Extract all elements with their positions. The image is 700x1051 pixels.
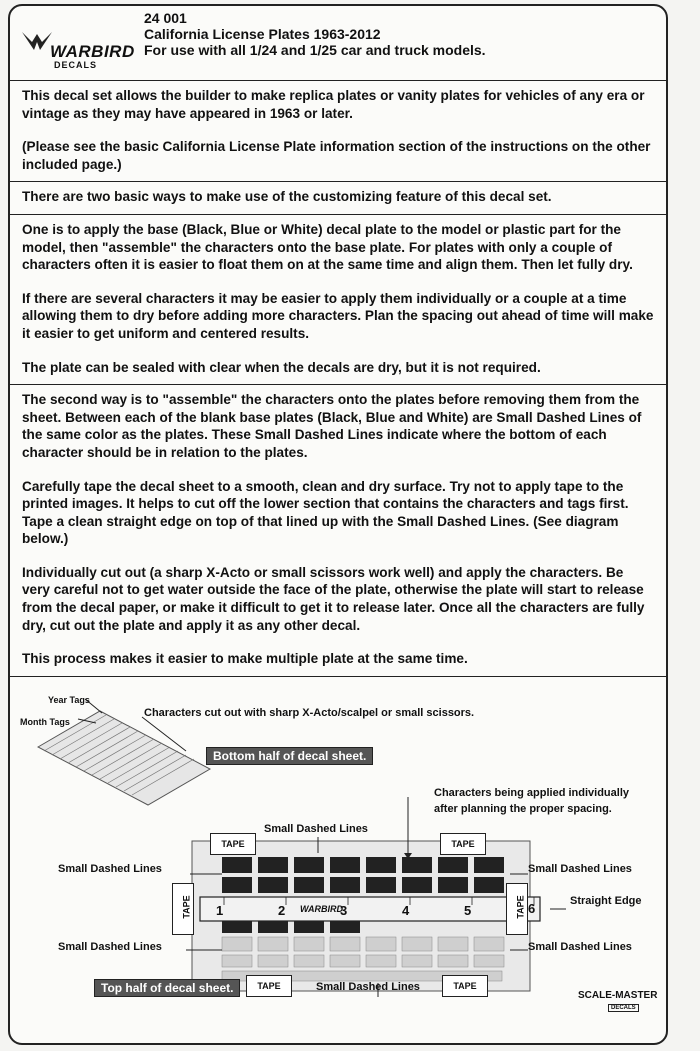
section-intro	[10, 80, 666, 181]
ruler-brand: WARBIRD	[300, 903, 343, 914]
diagram	[10, 676, 666, 1015]
diagram-illustration	[10, 677, 668, 1015]
applied-note-2: after planning the proper spacing.	[434, 802, 612, 815]
paragraph: There are two basic ways to make use of the customizing feature of this decal set.	[22, 189, 552, 205]
product-code: 24 001	[144, 10, 187, 26]
section-method-one	[10, 214, 666, 384]
section-method-two	[10, 384, 666, 676]
tape-top-right: TAPE	[440, 833, 486, 855]
ruler-number: 3	[340, 902, 348, 918]
paragraph: This process makes it easier to make multiple plate at the same time.	[22, 651, 468, 667]
page-subtitle: For use with all 1/24 and 1/25 car and truck models.	[144, 42, 486, 58]
header	[10, 6, 666, 80]
year-tags-label: Year Tags	[48, 694, 90, 705]
page-title: California License Plates 1963-2012	[144, 26, 381, 42]
straight-edge-label: Straight Edge	[570, 894, 642, 907]
top-half-label: Top half of decal sheet.	[94, 979, 240, 997]
dashed-lines-left-1: Small Dashed Lines	[58, 862, 162, 875]
dashed-lines-right-2: Small Dashed Lines	[528, 940, 632, 953]
warbird-logo	[20, 28, 135, 76]
paragraph: This decal set allows the builder to make replica plates or vanity plates for vehicles of any era or vintage as they may have appeared in 1963 or later.	[22, 88, 645, 121]
wing-icon	[20, 28, 54, 58]
bottom-half-label: Bottom half of decal sheet.	[206, 747, 373, 765]
scale-master-sub: DECALS	[608, 1004, 639, 1012]
ruler-number: 1	[216, 902, 224, 918]
tape-top-left: TAPE	[210, 833, 256, 855]
paragraph: Individually cut out (a sharp X-Acto or small scissors work well) and apply the characters. Be very careful not to get water outside the face of the plate, otherwise the plate will start to release from the decal paper, or make it difficult to get it to release later. Once all the characters are fully dry, cut out the plate and apply it as any other decal.	[22, 564, 645, 633]
dashed-lines-bottom-label: Small Dashed Lines	[316, 980, 420, 993]
paragraph: Carefully tape the decal sheet to a smooth, clean and dry surface. Try not to apply tape to the printed images. It helps to cut off the lower section that contains the characters and tags first. Tape a clean straight edge on top of that lined up with the Small Dashed Lines. (See diagram below.)	[22, 478, 629, 547]
dashed-lines-top-label: Small Dashed Lines	[264, 822, 368, 835]
ruler-number: 2	[278, 902, 286, 918]
paragraph: The plate can be sealed with clear when the decals are dry, but it is not required.	[22, 359, 541, 375]
paragraph: (Please see the basic California License Plate information section of the instructions on the other included page.)	[22, 139, 651, 172]
scale-master-brand: SCALE-MASTER	[578, 989, 658, 1001]
header-text	[144, 10, 486, 58]
paragraph: If there are several characters it may be easier to apply them individually or a couple at a time allowing them to dry before adding more characters. Plan the spacing out ahead of time will make it easier to get uniform and centered results.	[22, 290, 654, 341]
ruler-number: 4	[402, 902, 410, 918]
tape-bottom-left: TAPE	[246, 975, 292, 997]
logo-brand: WARBIRD	[50, 42, 135, 61]
paragraph: One is to apply the base (Black, Blue or White) decal plate to the model or plastic part for the model, then "assemble" the characters onto the base plate. For plates with only a couple of characters often it is easier to float them on at the same time and align them. Then let fully dry.	[22, 221, 633, 273]
applied-note-1: Characters being applied individually	[434, 786, 629, 799]
characters-cut-label: Characters cut out with sharp X-Acto/scalpel or small scissors.	[144, 706, 475, 719]
section-ways	[10, 181, 666, 214]
instruction-sheet	[8, 4, 668, 1045]
month-tags-label: Month Tags	[20, 716, 70, 727]
paragraph: The second way is to "assemble" the characters onto the plates before removing them from the sheet. Between each of the blank base plates (Black, Blue and White) are Small Dashed Lines of the same color as the plates. These Small Dashed Lines indicate where the bottom of each character should be in relation to the plates.	[22, 392, 642, 460]
ruler-number: 6	[528, 900, 536, 916]
scale-master-logo	[578, 990, 657, 1012]
logo-sub: DECALS	[54, 60, 98, 70]
tape-right: TAPE	[506, 883, 528, 935]
dashed-lines-left-2: Small Dashed Lines	[58, 940, 162, 953]
dashed-lines-right-1: Small Dashed Lines	[528, 862, 632, 875]
tape-left: TAPE	[172, 883, 194, 935]
tape-bottom-right: TAPE	[442, 975, 488, 997]
ruler-number: 5	[464, 902, 472, 918]
